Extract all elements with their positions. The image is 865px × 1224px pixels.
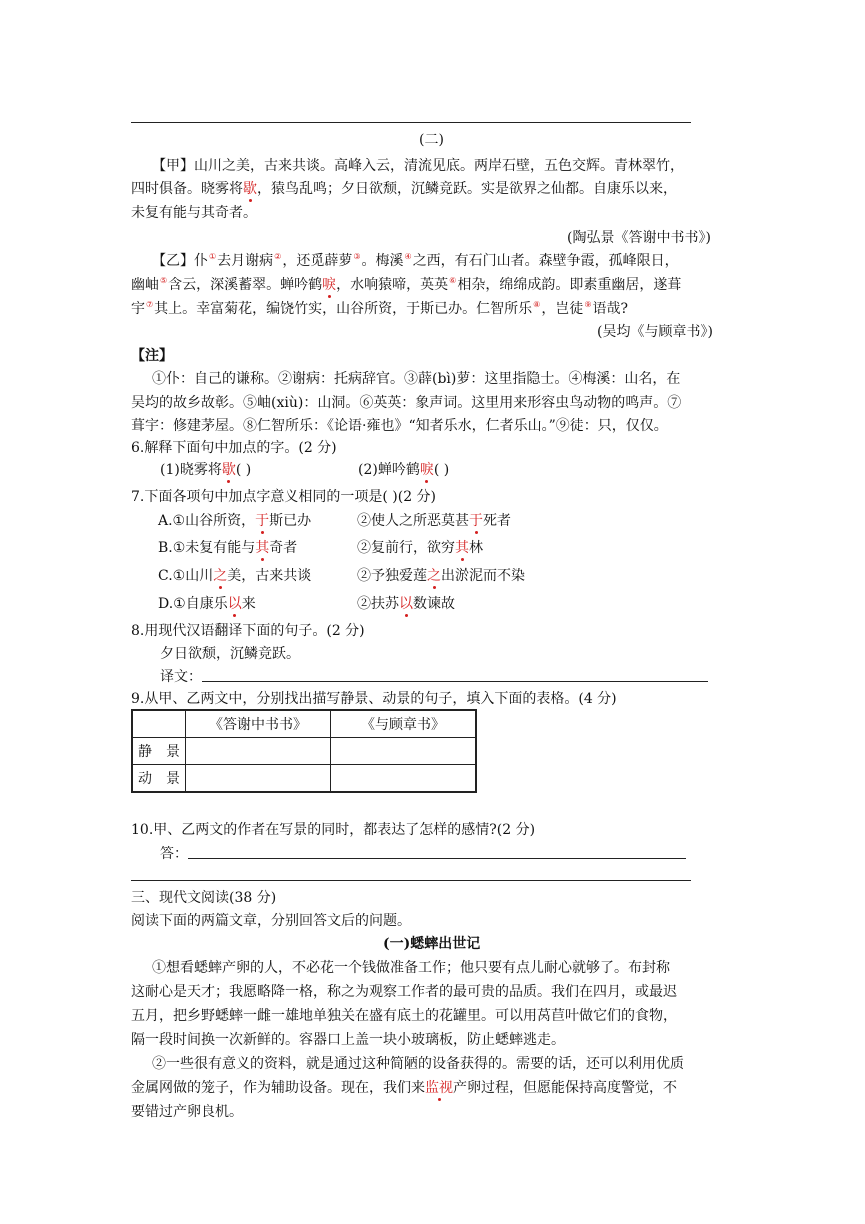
highlighted-char: 之 [427,568,441,584]
highlighted-char: 歇 [243,181,257,197]
text: 其上。幸富菊花，编饶竹实，山谷所资，于斯已办。仁智所乐 [154,301,533,317]
table-answer-cell[interactable] [186,765,331,793]
option-a-1[interactable] [158,510,311,530]
passage-yi-line-3 [131,298,628,318]
text: 数谏故 [413,596,455,612]
question-10: 10.甲、乙两文的作者在写景的同时，都表达了怎样的感情?(2 分) [131,822,536,838]
text: C.①山川 [158,568,214,584]
option-a-2[interactable] [357,510,511,530]
footnote-mark: ⑦ [146,300,154,309]
footnote-mark: ① [209,252,217,261]
question-6-item-1 [160,459,251,479]
table-corner-cell [132,710,186,738]
passage-yi-label: 【乙】 [152,253,194,269]
text: 四时俱备。晓雾将 [131,181,243,197]
notes-line-2: 吴均的故乡故彰。⑤岫(xiù)：山洞。⑥英英：象声词。这里用来形容虫鸟动物的鸣声。⑦ [131,395,682,411]
text: 来 [241,596,256,612]
footnote-mark: ④ [404,252,412,261]
passage-jia-line-2 [131,178,677,198]
text: A.①山谷所资， [158,513,256,529]
text: 幽岫 [131,277,159,293]
text: 仆 [194,253,208,269]
section-heading: (二) [419,132,444,148]
passage-yi-source: (吴均《与顾章书》) [597,324,713,340]
text: 语哉? [592,301,629,317]
text: B.①未复有能与 [158,540,256,556]
text: 产卵过程，但愿能保持高度警觉，不 [453,1080,677,1096]
text: 宇 [131,301,145,317]
answer-line[interactable] [188,858,686,859]
text: ②予独爱莲 [357,568,427,584]
text: 斯已办 [269,513,312,529]
passage-jia-line-3: 未复有能与其奇者。 [131,205,257,221]
article-title: (一)蟋蟀出世记 [383,936,481,952]
highlighted-char: 唳 [419,462,434,478]
text: 美，古来共谈 [227,568,312,584]
option-c-1[interactable] [158,565,311,585]
text: 林 [469,540,483,556]
notes-heading: 【注】 [131,348,173,364]
answer-label: 答： [160,846,188,862]
translation-label: 译文： [160,669,202,685]
footnote-mark: ② [274,252,282,261]
table-answer-cell[interactable] [331,738,477,765]
table-row-label-dynamic: 动 景 [132,765,186,793]
footnote-mark: ⑥ [449,276,457,285]
highlighted-char: 歇 [221,462,236,478]
question-8-sentence: 夕日欲颓，沉鳞竞跃。 [160,646,300,662]
article-p2-line-1: ②一些很有意义的资料，就是通过这种简陋的设备获得的。需要的话，还可以利用优质 [152,1056,684,1072]
table-answer-cell[interactable] [331,765,477,793]
answer-blank[interactable]: ( ) [433,462,450,478]
table-header-1: 《答谢中书书》 [186,710,331,738]
article-p1-line-3: 五月，把乡野蟋蟀一雌一雄地单独关在盛有底土的花罐里。可以用莴苣叶做它们的食物， [131,1008,677,1024]
text: 奇者 [269,540,298,556]
footnote-mark: ⑨ [584,300,592,309]
text: (2)蝉吟鹤 [358,462,420,478]
answer-blank[interactable]: ( ) [235,462,252,478]
text: D.①自康乐 [158,596,228,612]
table-row-label-static: 静 景 [132,738,186,765]
question-7: 7.下面各项句中加点字意义相同的一项是( )(2 分) [131,489,437,505]
text: ②扶苏 [357,596,399,612]
notes-line-1: ①仆：自己的谦称。②谢病：托病辞官。③薜(bì)萝：这里指隐士。④梅溪：山名，在 [152,371,681,387]
top-rule [131,122,691,123]
text: 死者 [483,513,511,529]
text: ，水响猿啼，英英 [336,277,449,293]
text: 之西，有石门山者。森壁争霞，孤峰限日， [412,253,679,269]
text: 金属网做的笼子，作为辅助设备。现在，我们来 [131,1080,425,1096]
highlighted-word: 监视 [425,1080,453,1096]
section-3-instruction: 阅读下面的两篇文章，分别回答文后的问题。 [131,913,411,929]
passage-jia-label: 【甲】 [152,158,194,174]
text: ，还觅薜萝 [282,253,353,269]
question-9: 9.从甲、乙两文中，分别找出描写静景、动景的句子，填入下面的表格。(4 分) [131,691,617,707]
highlighted-char: 其 [455,540,469,556]
option-d-1[interactable] [158,593,256,613]
passage-jia-line-1 [152,155,684,175]
article-p1-line-4: 隔一段时间换一次新鲜的。容器口上盖一块小玻璃板，防止蟋蟀逃走。 [131,1032,565,1048]
question-6-item-2 [358,459,449,479]
section-divider [131,880,691,881]
option-b-1[interactable] [158,537,297,557]
footnote-mark: ⑧ [533,300,541,309]
article-p1-line-2: 这耐心是天才；我愿略降一格，称之为观察工作者的最可贵的品质。我们在四月，或最迟 [131,984,677,1000]
question-6: 6.解释下面句中加点的字。(2 分) [131,440,337,456]
article-p2-line-2 [131,1077,677,1097]
highlighted-char: 其 [255,540,270,556]
text: ②使人之所恶莫甚 [357,513,469,529]
text: 去月谢病 [217,253,274,269]
highlighted-char: 以 [227,596,242,612]
highlighted-char: 于 [469,513,483,529]
passage-jia-text: 山川之美，古来共谈。高峰入云，清流见底。两岸石壁，五色交辉。青林翠竹， [194,158,684,174]
table-header-2: 《与顾章书》 [331,710,477,738]
text: ②复前行，欲穷 [357,540,455,556]
highlighted-char: 于 [255,513,270,529]
text: 含云，深溪蓄翠。蝉吟鹤 [168,277,323,293]
highlighted-char: 唳 [322,277,337,293]
text: 出淤泥而不染 [441,568,525,584]
highlighted-char: 以 [399,596,413,612]
footnote-mark: ⑤ [160,276,168,285]
highlighted-char: 之 [213,568,228,584]
option-d-2[interactable] [357,593,455,613]
table-answer-cell[interactable] [186,738,331,765]
passage-yi-line-2 [131,274,681,294]
text: 相杂，绵绵成韵。即素重幽居，遂葺 [457,277,682,293]
notes-line-3: 葺宇：修建茅屋。⑧仁智所乐：《论语·雍也》“知者乐水，仁者乐山。”⑨徒：只，仅仅。 [131,418,668,434]
text: ，猿鸟乱鸣；夕日欲颓，沉鳞竞跃。实是欲界之仙都。自康乐以来， [257,181,677,197]
article-p2-line-3: 要错过产卵良机。 [131,1104,243,1120]
passage-yi-line-1 [152,250,679,270]
article-p1-line-1: ①想看蟋蟀产卵的人，不必花一个钱做准备工作；他只要有点儿耐心就够了。布封称 [152,960,670,976]
text: 。梅溪 [361,253,404,269]
footnote-mark: ③ [353,252,361,261]
passage-jia-source: (陶弘景《答谢中书书》) [567,230,711,246]
text: ，岂徒 [541,301,584,317]
option-c-2[interactable] [357,565,525,585]
option-b-2[interactable] [357,537,483,557]
text: (1)晓雾将 [160,462,222,478]
answer-table [131,709,477,793]
translation-answer-line[interactable] [202,681,708,682]
section-3-title: 三、现代文阅读(38 分) [131,890,277,906]
question-8: 8.用现代汉语翻译下面的句子。(2 分) [131,623,365,639]
